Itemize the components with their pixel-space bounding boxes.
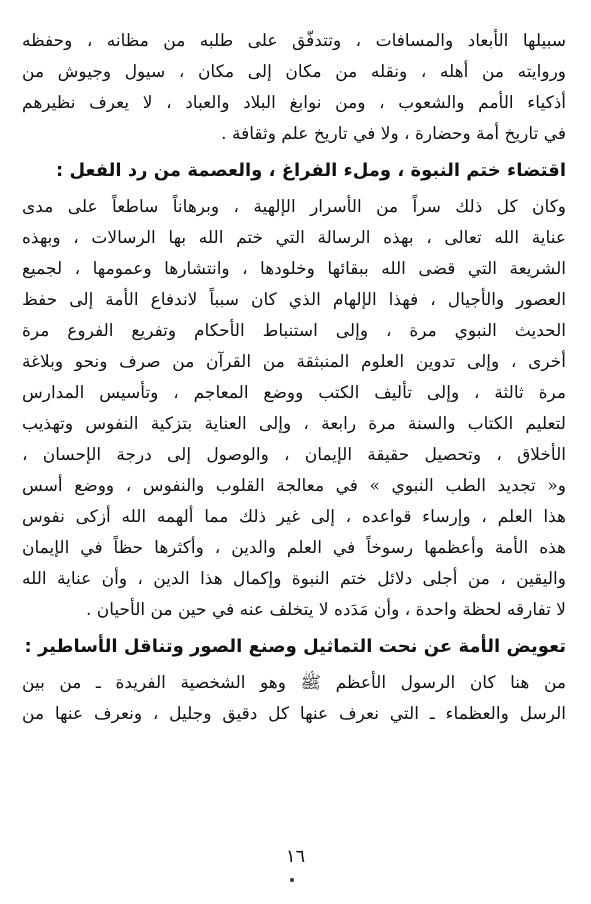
text-line: الحديث النبوي مرة ، وإلى استنباط الأحكام وتفريع الفروع مرة xyxy=(22,321,566,341)
text-line: في تاريخ أمة وحضارة ، ولا في تاريخ علم وثقافة . xyxy=(221,124,566,144)
page-body xyxy=(22,26,566,730)
text-line: لتعليم الكتاب والسنة مرة رابعة ، وإلى العناية بتزكية النفوس وتهذيب xyxy=(22,414,566,434)
text-line: وروايته من أهله ، ونقله من مكان إلى مكان ، سيول وجيوش من xyxy=(22,62,566,82)
text-line: الأخلاق ، وتحصيل حقيقة الإيمان ، والوصول إلى درجة الإحسان ، xyxy=(22,445,566,465)
text-line: العصور والأجيال ، فهذا الإلهام الذي كان سبباً لاندفاع الأمة إلى حفظ xyxy=(22,290,566,310)
text-line: عناية الله تعالى ، بهذه الرسالة التي ختم الله بها الرسالات ، وبهذه xyxy=(22,228,566,248)
text-line: من هنا كان الرسول الأعظم ﷺ وهو الشخصية الفريدة ـ من بين xyxy=(22,673,566,693)
section-heading-2: تعويض الأمة عن نحت التماثيل وصنع الصور وتناقل الأساطير : xyxy=(24,636,566,657)
text-line: واليقين ، من أجلى دلائل ختم النبوة وإكمال هذا الدين ، وأن عناية الله xyxy=(22,569,566,589)
text-line: هذا العلم ، وإرساء قواعده ، إلى غير ذلك مما ألهمه الله أزكى نفوس xyxy=(22,507,566,527)
paragraph-1 xyxy=(22,26,566,150)
text-line: الرسل والعظماء ـ التي نعرف عنها كل دقيق وجليل ، ونعرف عنها من xyxy=(22,704,566,724)
text-line: سبيلها الأبعاد والمسافات ، وتتدفّق على طلبه من مظانه ، وحفظه xyxy=(22,31,566,51)
text-line: مرة ثالثة ، وإلى تأليف الكتب ووضع المعاجم ، وتأسيس المدارس xyxy=(22,383,566,403)
text-line: الشريعة التي قضى الله ببقائها وخلودها ، وانتشارها وعمومها ، لجميع xyxy=(22,259,566,279)
page-number: ١٦ xyxy=(285,846,306,867)
text-line: لا تفارقه لحظة واحدة ، وأن مَدَده لا يتخلف عنه في حين من الأحيان . xyxy=(85,600,566,620)
text-line: أذكياء الأمم والشعوب ، ومن نوابغ البلاد والعباد ، لا يعرف نظيرهم xyxy=(22,93,566,113)
paragraph-2 xyxy=(22,192,566,626)
text-line: أخرى ، وإلى تدوين العلوم المنبثقة من القرآن من صرف ونحو وبلاغة xyxy=(22,352,566,372)
text-line: هذه الأمة وأعظمها رسوخاً في العلم والدين ، وأكثرها حظاً في الإيمان xyxy=(22,538,566,558)
text-line: و« تجديد الطب النبوي » في معالجة القلوب والنفوس ، ووضع أسس xyxy=(22,476,566,496)
text-line: وكان كل ذلك سراً من الأسرار الإلهية ، وبرهاناً ساطعاً على مدى xyxy=(22,197,566,217)
section-heading-1: اقتضاء ختم النبوة ، وملء الفراغ ، والعصمة من رد الفعل : xyxy=(56,160,566,181)
paragraph-3 xyxy=(22,668,566,730)
page-mark xyxy=(290,878,294,882)
